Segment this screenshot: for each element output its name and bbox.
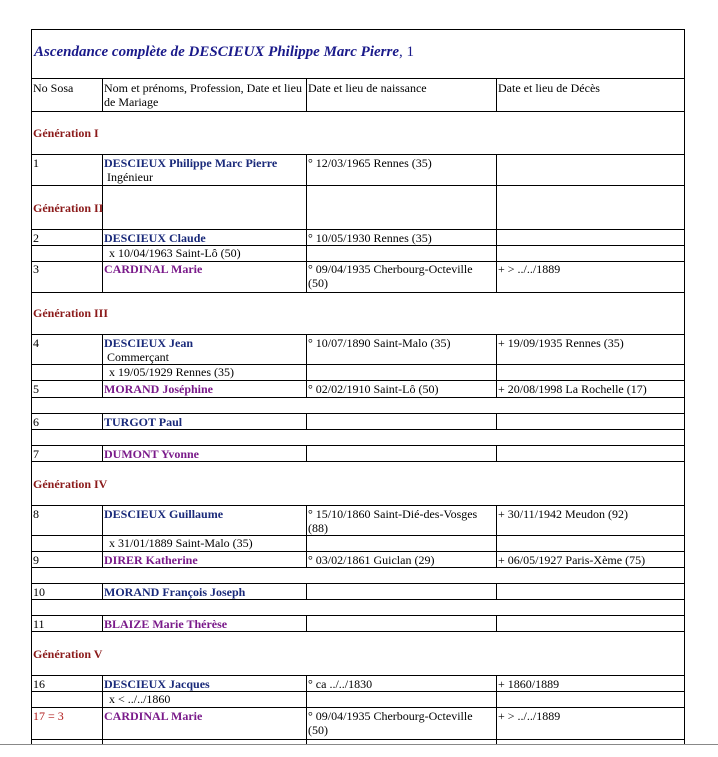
death-info: + > ../../1889 xyxy=(498,262,561,276)
column-rule xyxy=(496,445,497,461)
sosa-number: 7 xyxy=(33,447,39,461)
birth-info: ° 15/10/1860 Saint-Dié-des-Vosges (88) xyxy=(308,507,478,535)
column-rule xyxy=(102,334,103,364)
death-info: + 06/05/1927 Paris-Xème (75) xyxy=(498,553,646,567)
person-name: DESCIEUX Jacques xyxy=(104,677,210,691)
column-rule xyxy=(102,583,103,599)
sosa-number: 16 xyxy=(33,677,45,691)
column-rule xyxy=(102,535,103,551)
column-rule xyxy=(102,707,103,745)
death-info: + > ../../1889 xyxy=(498,709,561,723)
column-rule xyxy=(496,535,497,551)
column-rule xyxy=(306,675,307,691)
row-rule xyxy=(31,111,685,112)
birth-info: ° 12/03/1965 Rennes (35) xyxy=(308,156,432,170)
column-rule xyxy=(306,583,307,599)
column-rule xyxy=(306,691,307,707)
row-rule xyxy=(31,429,685,430)
row-rule xyxy=(31,292,685,293)
column-rule xyxy=(496,413,497,429)
row-rule xyxy=(31,154,685,155)
column-rule xyxy=(306,445,307,461)
death-info: + 1860/1889 xyxy=(498,677,560,691)
column-rule xyxy=(102,551,103,567)
column-rule xyxy=(306,707,307,745)
birth-info: ° 09/04/1935 Cherbourg-Octeville (50) xyxy=(308,709,473,737)
row-rule xyxy=(31,78,685,79)
column-rule xyxy=(496,505,497,535)
row-rule xyxy=(31,739,685,740)
column-rule xyxy=(102,380,103,397)
column-rule xyxy=(306,78,307,111)
generation-heading: Génération IV xyxy=(33,477,108,491)
person-name: MORAND Joséphine xyxy=(104,382,214,396)
birth-info: ° 03/02/1861 Guiclan (29) xyxy=(308,553,435,567)
sosa-number: 6 xyxy=(33,415,39,429)
birth-info: ° 10/05/1930 Rennes (35) xyxy=(308,231,432,245)
column-header: Date et lieu de naissance xyxy=(308,81,427,95)
column-rule xyxy=(102,229,103,245)
column-rule xyxy=(102,615,103,631)
column-rule xyxy=(496,707,497,745)
person-name: DESCIEUX Guillaume xyxy=(104,507,224,521)
column-rule xyxy=(496,154,497,229)
sosa-number: 1 xyxy=(33,156,39,170)
row-rule xyxy=(31,229,685,230)
sosa-number: 2 xyxy=(33,231,39,245)
person-name: BLAIZE Marie Thérèse xyxy=(104,617,228,631)
column-rule xyxy=(496,229,497,245)
column-rule xyxy=(496,78,497,111)
death-info: + 30/11/1942 Meudon (92) xyxy=(498,507,628,521)
row-rule xyxy=(31,551,685,552)
column-rule xyxy=(306,229,307,245)
death-info: + 20/08/1998 La Rochelle (17) xyxy=(498,382,647,396)
column-rule xyxy=(102,245,103,292)
column-rule xyxy=(496,364,497,380)
row-rule xyxy=(31,461,685,462)
column-header: No Sosa xyxy=(33,81,74,95)
row-rule xyxy=(31,397,685,398)
column-header: Date et lieu de Décès xyxy=(498,81,600,95)
person-name: DESCIEUX Philippe Marc Pierre xyxy=(104,156,278,170)
marriage-info: x 31/01/1889 Saint-Malo (35) xyxy=(109,536,253,550)
person-name: DUMONT Yvonne xyxy=(104,447,200,461)
row-rule xyxy=(31,707,685,708)
title-name: Ascendance complète de DESCIEUX Philippe Marc Pierre xyxy=(34,44,399,60)
page-title xyxy=(34,44,414,61)
person-name: DESCIEUX Claude xyxy=(104,231,206,245)
column-rule xyxy=(102,78,103,111)
marriage-info: x 19/05/1929 Rennes (35) xyxy=(109,365,234,379)
column-rule xyxy=(306,615,307,631)
column-rule xyxy=(306,245,307,292)
generation-heading: Génération I xyxy=(33,126,99,140)
row-rule xyxy=(31,413,685,414)
profession: Ingénieur xyxy=(107,170,153,184)
row-rule xyxy=(31,505,685,506)
row-rule xyxy=(31,185,685,186)
person-name: CARDINAL Marie xyxy=(104,709,203,723)
person-name: CARDINAL Marie xyxy=(104,262,203,276)
birth-info: ° 10/07/1890 Saint-Malo (35) xyxy=(308,336,451,350)
column-rule xyxy=(102,675,103,691)
sosa-number: 11 xyxy=(33,617,45,631)
column-rule xyxy=(496,675,497,691)
column-header: Nom et prénoms, Profession, Date et lieu de Mariage xyxy=(104,81,302,109)
row-rule xyxy=(31,380,685,381)
column-rule xyxy=(102,445,103,461)
sosa-number: 5 xyxy=(33,382,39,396)
row-rule xyxy=(31,583,685,584)
sosa-number: 8 xyxy=(33,507,39,521)
column-rule xyxy=(496,380,497,397)
column-rule xyxy=(496,551,497,567)
column-rule xyxy=(306,154,307,229)
sosa-number: 9 xyxy=(33,553,39,567)
column-rule xyxy=(102,364,103,380)
person-name: DESCIEUX Jean xyxy=(104,336,194,350)
column-rule xyxy=(496,615,497,631)
death-info: + 19/09/1935 Rennes (35) xyxy=(498,336,624,350)
row-rule xyxy=(31,445,685,446)
column-rule xyxy=(496,334,497,364)
column-rule xyxy=(306,551,307,567)
column-rule xyxy=(496,583,497,599)
column-rule xyxy=(306,413,307,429)
sosa-number: 3 xyxy=(33,262,39,276)
column-rule xyxy=(102,691,103,707)
column-rule xyxy=(306,380,307,397)
title-suffix: , 1 xyxy=(398,44,414,60)
person-name: DIRER Katherine xyxy=(104,553,198,567)
generation-heading: Génération V xyxy=(33,647,103,661)
column-rule xyxy=(496,245,497,292)
row-rule xyxy=(31,631,685,632)
column-rule xyxy=(102,154,103,229)
row-rule xyxy=(31,675,685,676)
row-rule xyxy=(31,567,685,568)
row-rule xyxy=(31,334,685,335)
profession: Commerçant xyxy=(107,350,169,364)
sosa-number: 4 xyxy=(33,336,39,350)
generation-heading: Génération II xyxy=(33,201,104,215)
row-rule xyxy=(31,599,685,600)
page-bottom-rule xyxy=(0,744,718,745)
generation-heading: Génération III xyxy=(33,306,108,320)
birth-info: ° 02/02/1910 Saint-Lô (50) xyxy=(308,382,439,396)
row-rule xyxy=(31,615,685,616)
column-rule xyxy=(496,691,497,707)
column-rule xyxy=(306,364,307,380)
marriage-info: x 10/04/1963 Saint-Lô (50) xyxy=(109,246,241,260)
column-rule xyxy=(306,505,307,535)
person-name: TURGOT Paul xyxy=(104,415,183,429)
sosa-number: 17 = 3 xyxy=(33,709,64,723)
column-rule xyxy=(306,535,307,551)
column-rule xyxy=(306,334,307,364)
marriage-info: x < ../../1860 xyxy=(109,692,171,706)
birth-info: ° 09/04/1935 Cherbourg-Octeville (50) xyxy=(308,262,473,290)
sosa-number: 10 xyxy=(33,585,45,599)
column-rule xyxy=(102,413,103,429)
person-name: MORAND François Joseph xyxy=(104,585,246,599)
column-rule xyxy=(102,505,103,535)
birth-info: ° ca ../../1830 xyxy=(308,677,373,691)
